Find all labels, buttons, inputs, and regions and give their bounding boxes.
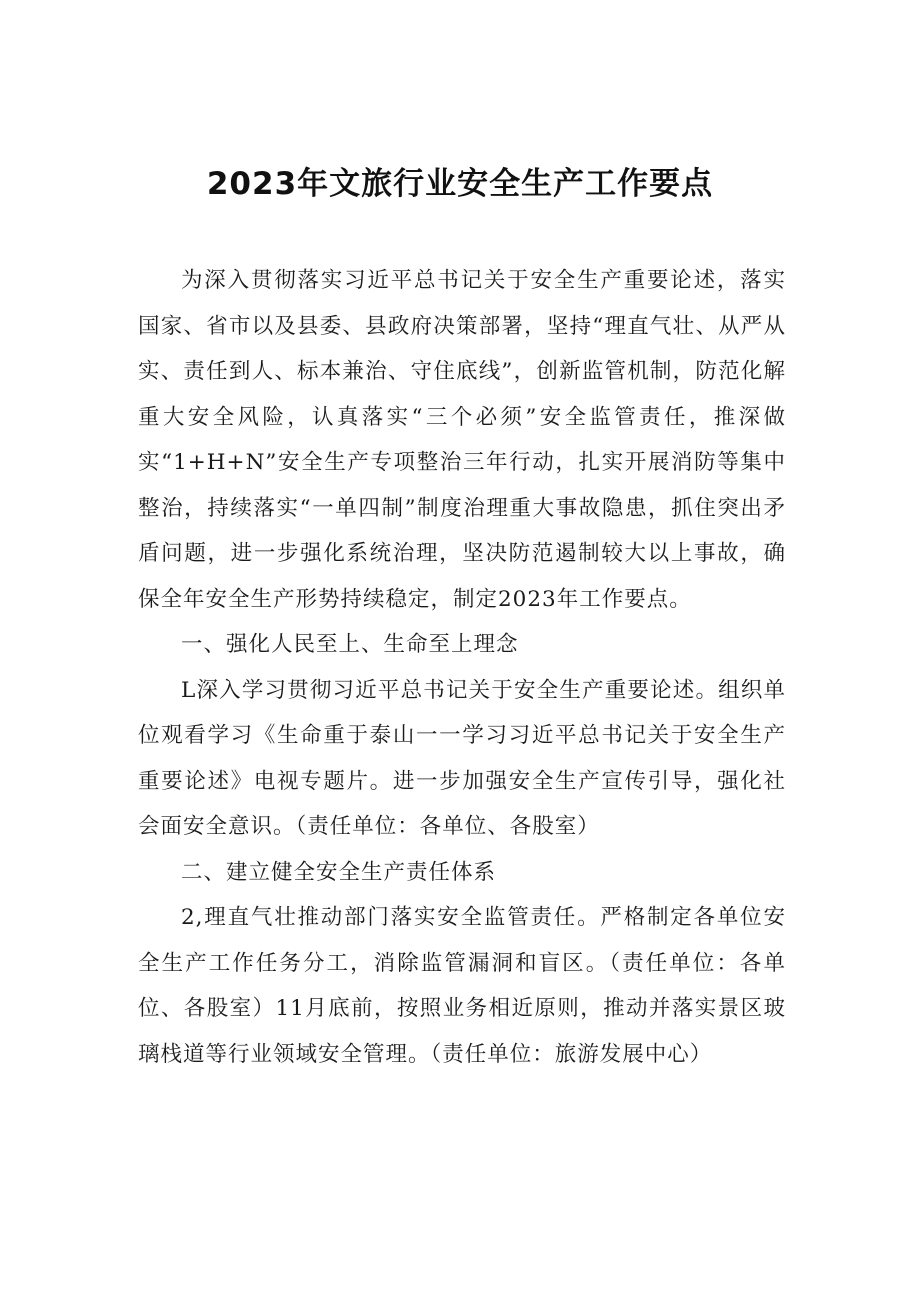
intro-paragraph: 为深入贯彻落实习近平总书记关于安全生产重要论述，落实国家、省市以及县委、县政府决策部署，坚持“理直气壮、从严从实、责任到人、标本兼治、守住底线”，创新监管机制，防范化解重大安全风险，认真落实“三个必须”安全监管责任，推深做实“1+H+N”安全生产专项整治三年行动，扎实开展消防等集中整治，持续落实“一单四制”制度治理重大事故隐患，抓住突出矛盾问题，进一步强化系统治理，坚决防范遏制较大以上事故，确保全年安全生产形势持续稳定，制定2023年工作要点。 <box>138 268 786 612</box>
document-body <box>138 258 786 1077</box>
section-heading-2: 二、建立健全安全生产责任体系 <box>181 859 497 885</box>
item-paragraph-2: 2,理直气壮推动部门落实安全监管责任。严格制定各单位安全生产工作任务分工，消除监管漏洞和盲区。（责任单位：各单位、各股室）11月底前，按照业务相近原则，推动并落实景区玻璃栈道等行业领域安全管理。（责任单位：旅游发展中心） <box>138 905 786 1067</box>
document-title: 2023年文旅行业安全生产工作要点 <box>206 166 714 202</box>
section-heading-1: 一、强化人民至上、生命至上理念 <box>181 632 519 657</box>
item-paragraph-1: L深入学习贯彻习近平总书记关于安全生产重要论述。组织单位观看学习《生命重于泰山一一学习习近平总书记关于安全生产重要论述》电视专题片。进一步加强安全生产宣传引导，强化社会面安全意识。（责任单位：各单位、各股室） <box>138 677 786 839</box>
